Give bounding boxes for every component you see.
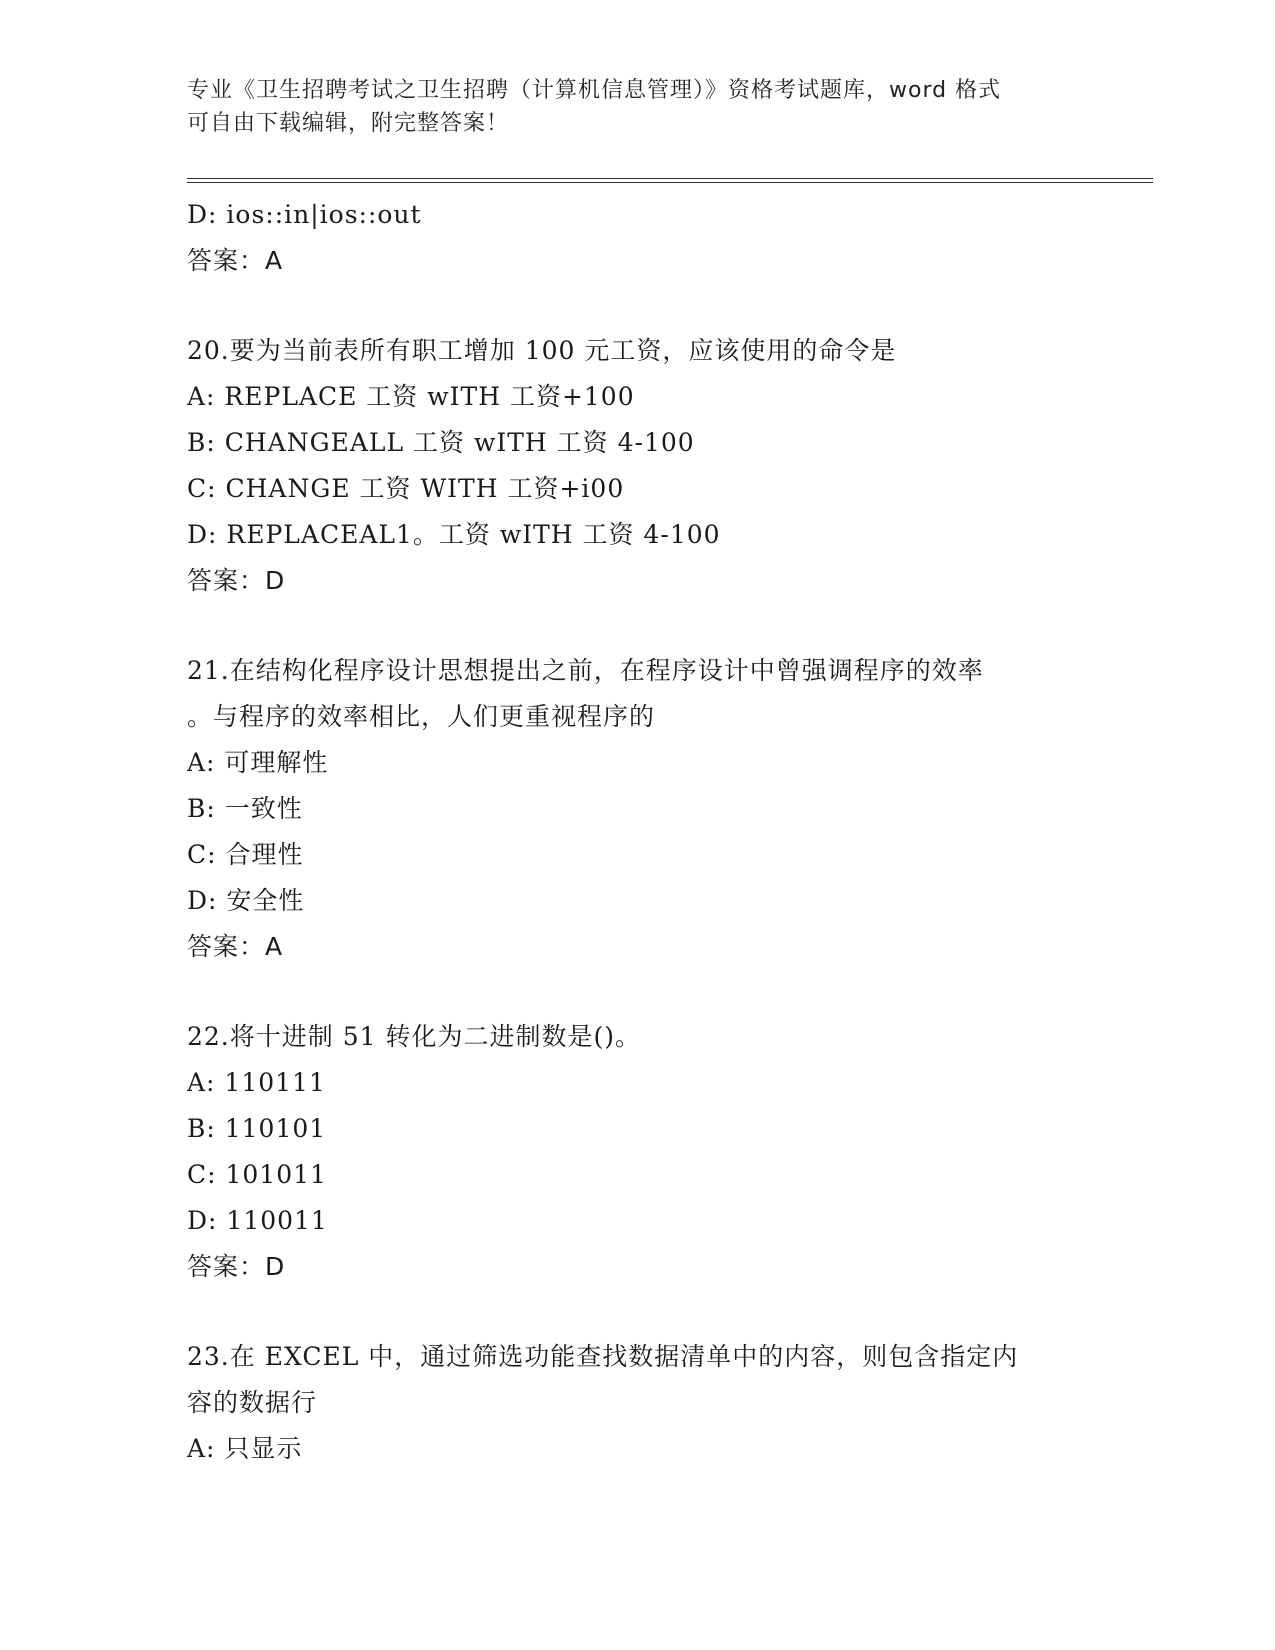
option-b: B: 110101 [187, 1114, 327, 1143]
question-22 [187, 1014, 1087, 1290]
question-text-line-1: 21.在结构化程序设计思想提出之前，在程序设计中曾强调程序的效率 [187, 656, 984, 685]
option-a: A: REPLACE 工资 wITH 工资+100 [187, 382, 635, 411]
question-text-line-1: 23.在 EXCEL 中，通过筛选功能查找数据清单中的内容，则包含指定内 [187, 1342, 1019, 1371]
question-text: 22.将十进制 51 转化为二进制数是()。 [187, 1022, 641, 1051]
option-d: D: REPLACEAL1。工资 wITH 工资 4-100 [187, 520, 721, 549]
option-d: D: 安全性 [187, 886, 305, 915]
option-c: C: CHANGE 工资 WITH 工资+i00 [187, 474, 625, 503]
question-23 [187, 1334, 1087, 1472]
header-line-1: 专业《卫生招聘考试之卫生招聘（计算机信息管理）》资格考试题库，word 格式 [187, 78, 1002, 103]
option-d: D: 110011 [187, 1206, 328, 1235]
question-text-line-2: 。与程序的效率相比，人们更重视程序的 [187, 702, 656, 731]
answer: 答案：D [187, 1252, 286, 1281]
answer: 答案：A [187, 932, 284, 961]
header-divider [187, 178, 1153, 183]
question-text: 20.要为当前表所有职工增加 100 元工资，应该使用的命令是 [187, 336, 897, 365]
option-c: C: 合理性 [187, 840, 304, 869]
question-20 [187, 328, 1087, 604]
answer: 答案：D [187, 566, 286, 595]
option-c: C: 101011 [187, 1160, 327, 1189]
spacer [187, 604, 1087, 648]
spacer [187, 284, 1087, 328]
question-21 [187, 648, 1087, 970]
option-b: B: 一致性 [187, 794, 303, 823]
spacer [187, 1290, 1087, 1334]
prev-option-d: D: ios::in|ios::out [187, 200, 422, 229]
question-text-line-2: 容的数据行 [187, 1388, 318, 1417]
question-content [187, 192, 1087, 1472]
option-a: A: 110111 [187, 1068, 326, 1097]
header-line-2: 可自由下载编辑，附完整答案！ [187, 111, 510, 136]
option-a: A: 可理解性 [187, 748, 329, 777]
document-header [187, 74, 1087, 140]
option-b: B: CHANGEALL 工资 wITH 工资 4-100 [187, 428, 695, 457]
spacer [187, 970, 1087, 1014]
option-a: A: 只显示 [187, 1434, 303, 1463]
prev-answer: 答案：A [187, 246, 284, 275]
